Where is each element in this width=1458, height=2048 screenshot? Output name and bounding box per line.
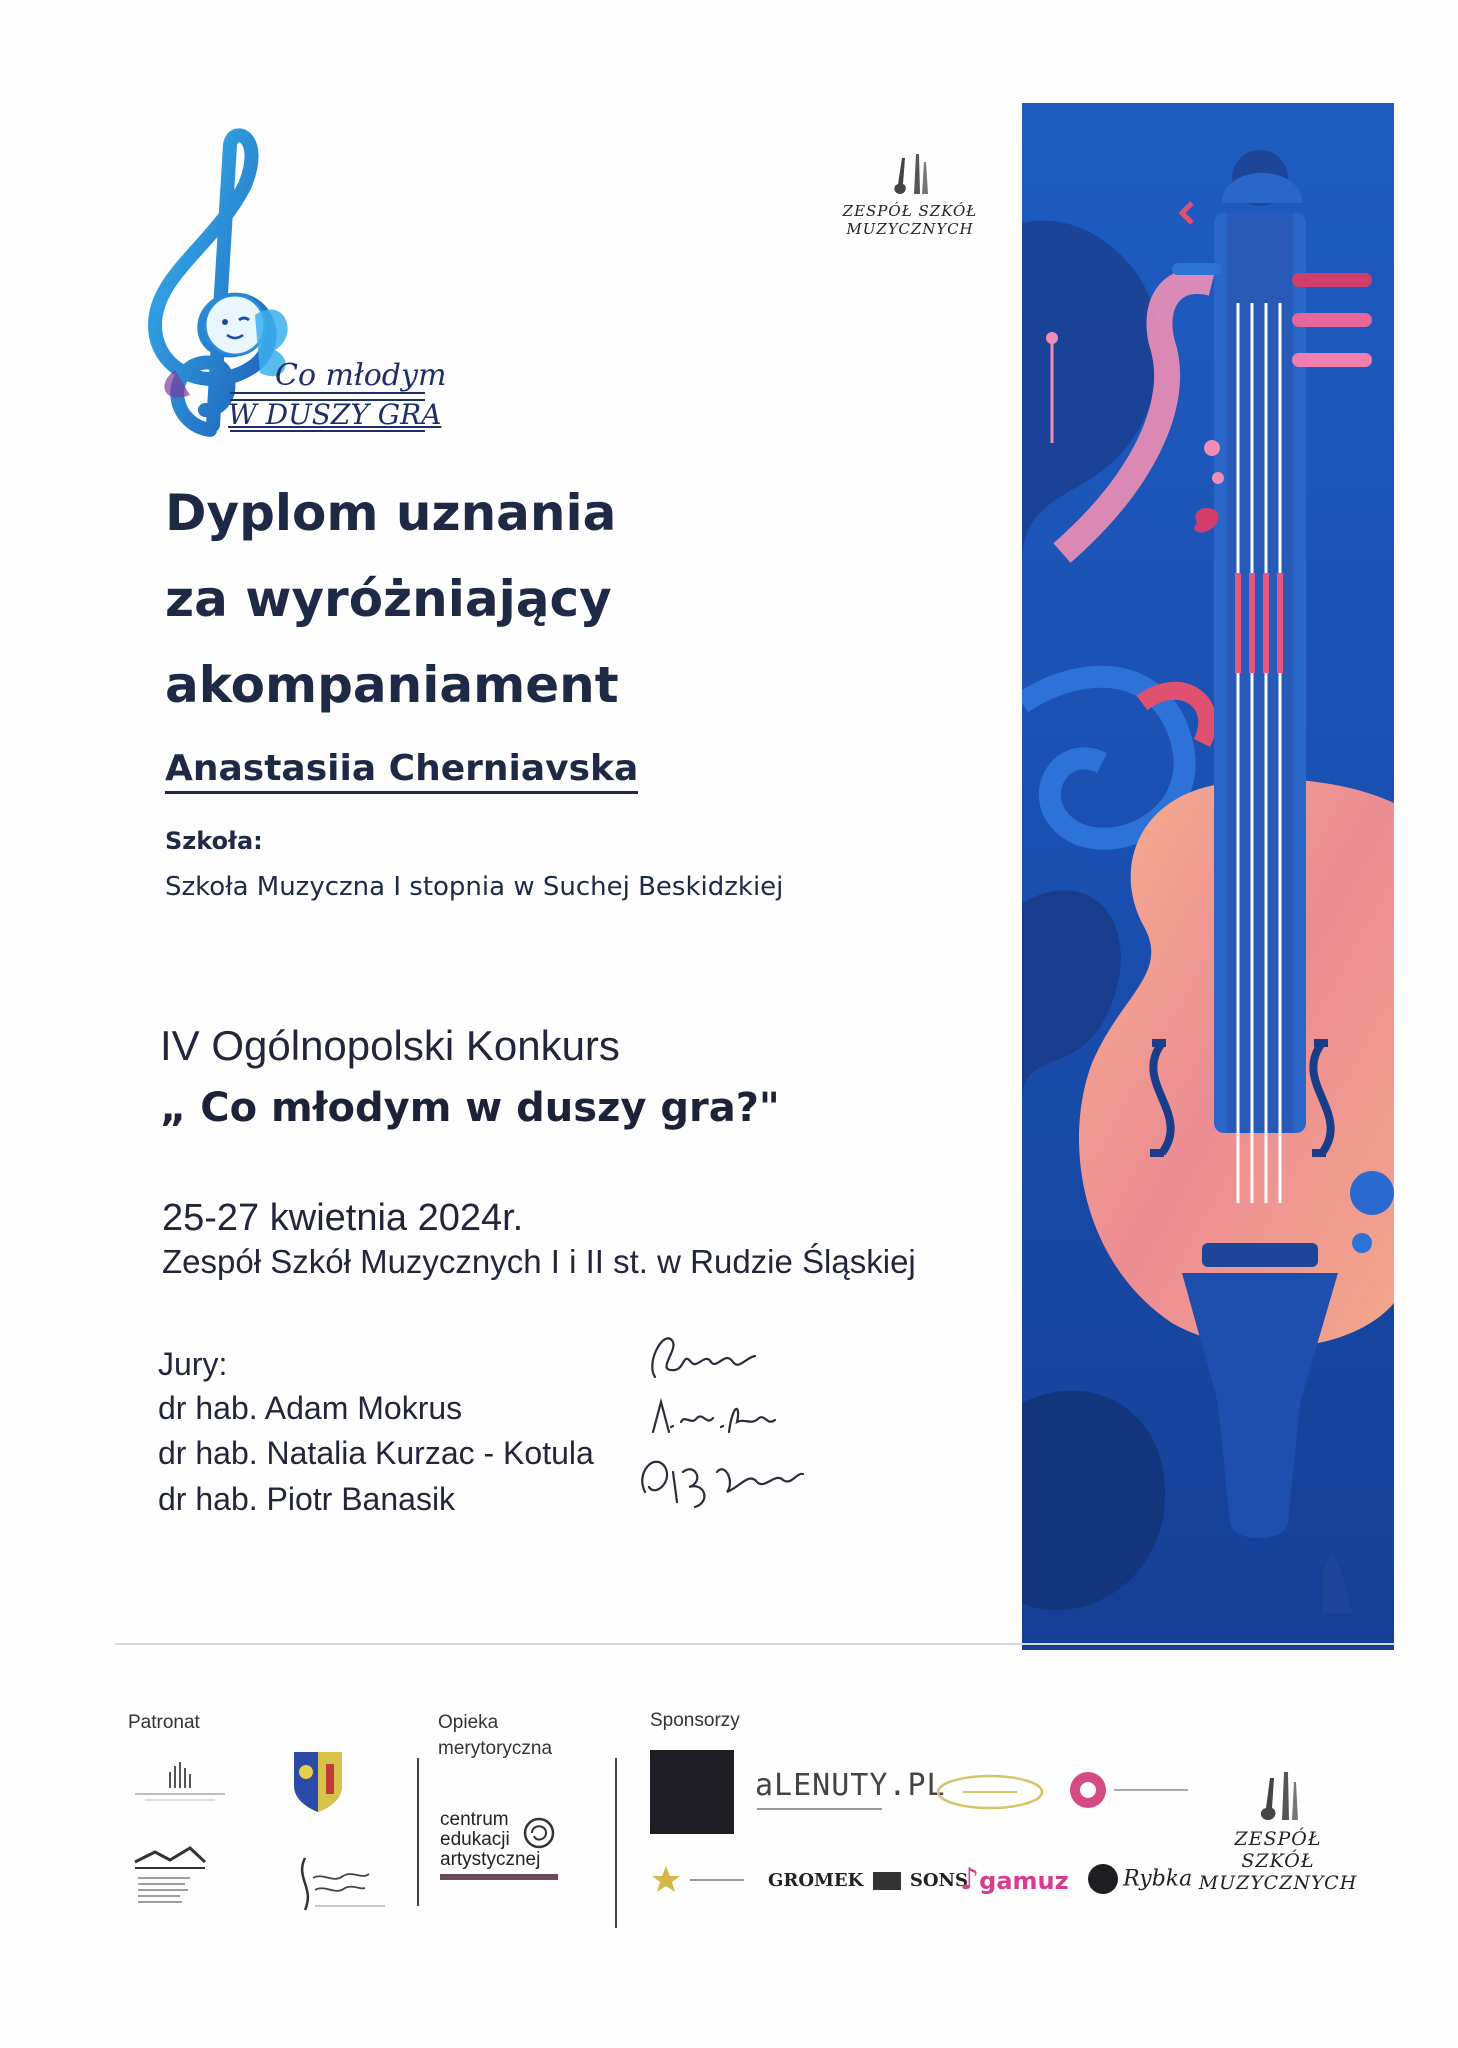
- footer-separator-2: [615, 1758, 617, 1928]
- school-logo-bottom: [1198, 1768, 1358, 1894]
- logo-text-line1: Co młodym: [275, 358, 447, 393]
- sponsor-alenuty: aLENUTY.PL: [755, 1768, 946, 1803]
- contest-venue: Zespół Szkół Muzycznych I i II st. w Rudzie Śląskiej: [162, 1243, 916, 1280]
- school-value: Szkoła Muzyczna I stopnia w Suchej Beskidzkiej: [165, 872, 784, 902]
- cea-underline: [440, 1874, 558, 1880]
- rybka-emblem-icon: [1088, 1864, 1118, 1894]
- instruments-icon: [880, 150, 940, 198]
- cea-emblem-icon: [522, 1816, 556, 1850]
- sponsor-star-logo: [648, 1862, 748, 1898]
- school-label: Szkoła:: [165, 827, 263, 855]
- cea-line1: centrum: [440, 1809, 509, 1830]
- academy-logo: [130, 1758, 230, 1808]
- rybka-label: Rybka: [1123, 1866, 1193, 1892]
- opieka-label-line2: merytoryczna: [438, 1738, 553, 1759]
- jury-member-3: dr hab. Piotr Banasik: [158, 1481, 456, 1517]
- sponsor-gamuz: [960, 1862, 1069, 1897]
- jury-signatures: [625, 1322, 835, 1522]
- sons-label: SONS: [909, 1870, 969, 1891]
- contest-name-line2: „ Co młodym w duszy gra?": [160, 1085, 780, 1131]
- school-name-bottom-line1: ZESPÓŁ SZKÓŁ: [1234, 1828, 1322, 1872]
- opieka-label: [438, 1710, 552, 1762]
- sounds-logo: [285, 1848, 395, 1918]
- footer-separator-1: [417, 1758, 419, 1906]
- opieka-label-line1: Opieka: [438, 1712, 499, 1733]
- society-logo: [130, 1840, 210, 1910]
- footer-divider: [115, 1643, 1395, 1645]
- sponsor-pink-logo: [1068, 1768, 1198, 1812]
- school-name-line2: MUZYCZNYCH: [846, 220, 974, 238]
- violin-artwork: [1022, 103, 1394, 1650]
- cea-line2: edukacji: [440, 1829, 510, 1850]
- school-name-bottom-line2: MUZYCZNYCH: [1198, 1872, 1358, 1894]
- recipient-name: Anastasiia Cherniavska: [165, 748, 638, 794]
- cea-line3: artystycznej: [440, 1849, 541, 1870]
- jury-label: Jury:: [158, 1346, 228, 1382]
- title-line1: Dyplom uznania: [165, 484, 617, 542]
- sponsor-gromek-sons: [768, 1870, 968, 1891]
- diploma-title: [165, 470, 619, 728]
- school-name-line1: ZESPÓŁ SZKÓŁ: [842, 202, 978, 220]
- treble-clef-logo: [135, 125, 435, 445]
- title-line3: akompaniament: [165, 656, 619, 714]
- logo-text-line2: W DUSZY GRA: [228, 398, 442, 431]
- sponsor-gold-oval-logo: [935, 1772, 1045, 1812]
- gamuz-note-icon: ♪: [960, 1862, 980, 1897]
- jury-member-2: dr hab. Natalia Kurzac - Kotula: [158, 1435, 594, 1471]
- gromek-label: GROMEK: [768, 1870, 864, 1891]
- sponsor-logo-dark: [650, 1750, 734, 1834]
- sponsor-rybka: [1088, 1864, 1192, 1894]
- patronat-label: Patronat: [128, 1712, 200, 1733]
- alenuty-underline: [757, 1808, 882, 1810]
- contest-name-line1: IV Ogólnopolski Konkurs: [160, 1022, 620, 1069]
- title-line2: za wyróżniający: [165, 570, 612, 628]
- jury-member-1: dr hab. Adam Mokrus: [158, 1390, 463, 1426]
- school-logo-top: [840, 150, 980, 238]
- gamuz-label: gamuz: [979, 1867, 1069, 1895]
- sponsorzy-label: Sponsorzy: [650, 1710, 740, 1731]
- gromek-emblem-icon: [873, 1872, 901, 1890]
- instruments-icon-bottom: [1248, 1768, 1308, 1824]
- contest-date: 25-27 kwietnia 2024r.: [162, 1197, 524, 1239]
- coat-of-arms-icon: [290, 1748, 346, 1816]
